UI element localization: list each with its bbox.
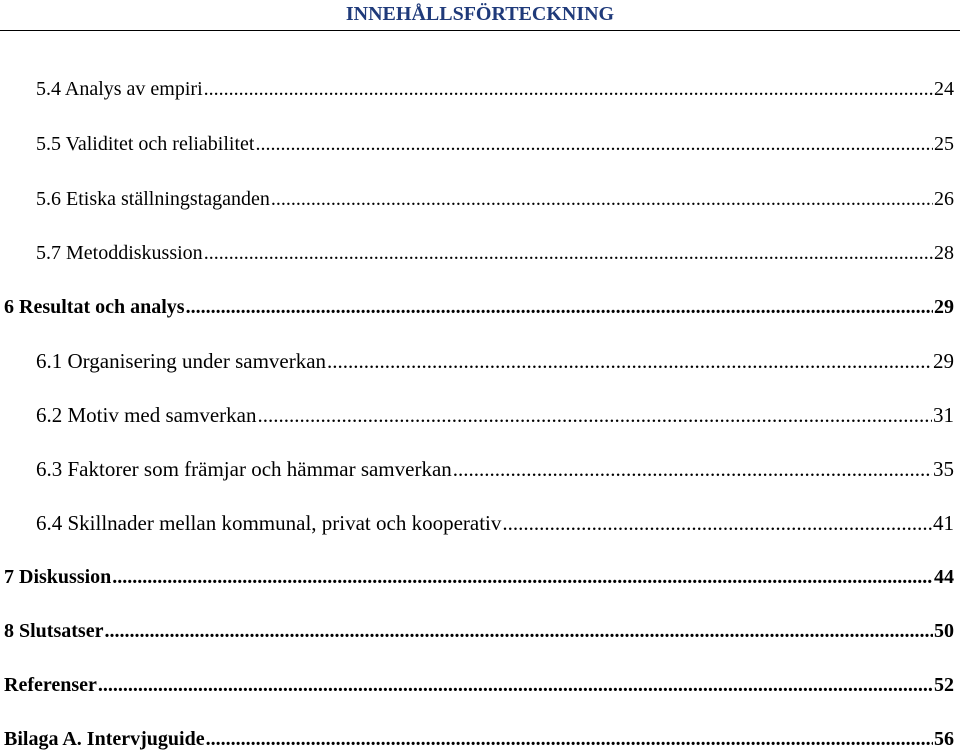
toc-entry-label: 6.1 Organisering under samverkan [36,349,327,373]
toc-entry-page-number: 50 [934,620,954,642]
dot-leader [206,725,933,753]
toc-entry-6[interactable] [4,293,954,321]
toc-entry-5-7[interactable] [36,239,954,267]
toc-entry-5-6[interactable] [36,185,954,213]
toc-entry-label: 8 Slutsatser [4,620,104,642]
dot-leader [502,509,932,537]
toc-entry-bilaga-a[interactable] [4,725,954,753]
toc-entry-label: 7 Diskussion [4,566,112,588]
toc-entry-label: 5.6 Etiska ställningstaganden [36,188,270,210]
toc-entry-label: Referenser [4,674,97,696]
dot-leader [327,347,932,375]
toc-entry-label: 6.4 Skillnader mellan kommunal, privat och kooperativ [36,511,502,535]
dot-leader [271,185,933,213]
toc-entry-label: 6.2 Motiv med samverkan [36,403,257,427]
toc-entry-6-2[interactable] [36,401,954,429]
toc-entry-page-number: 28 [934,242,954,264]
toc-entry-page-number: 29 [933,349,954,373]
toc-entry-label: 5.5 Validitet och reliabilitet [36,133,255,155]
toc-entry-label: 5.7 Metoddiskussion [36,242,203,264]
toc-entry-5-4[interactable] [36,75,954,103]
toc-entry-6-1[interactable] [36,347,954,375]
dot-leader [112,563,933,591]
dot-leader [453,455,932,483]
toc-entry-page-number: 44 [934,566,954,588]
dot-leader [104,617,933,645]
toc-entry-label: 6 Resultat och analys [4,296,185,318]
dot-leader [186,293,933,321]
toc-entry-page-number: 52 [934,674,954,696]
toc-entry-page-number: 41 [933,511,954,535]
page-title: INNEHÅLLSFÖRTECKNING [345,3,615,25]
dot-leader [255,130,933,158]
toc-entry-page-number: 35 [933,457,954,481]
toc-entry-label: Bilaga A. Intervjuguide [4,728,205,750]
toc-entry-5-5[interactable] [36,130,954,158]
toc-entry-page-number: 25 [934,133,954,155]
toc-entry-6-4[interactable] [36,509,954,537]
toc-entry-label: 5.4 Analys av empiri [36,78,203,100]
toc-entry-page-number: 29 [934,296,954,318]
toc-entry-page-number: 26 [934,188,954,210]
toc-entry-page-number: 24 [934,78,954,100]
toc-entry-7[interactable] [4,563,954,591]
dot-leader [257,401,932,429]
dot-leader [204,239,933,267]
dot-leader [204,75,933,103]
toc-entry-8[interactable] [4,617,954,645]
toc-entry-page-number: 31 [933,403,954,427]
toc-entry-referenser[interactable] [4,671,954,699]
toc-entry-label: 6.3 Faktorer som främjar och hämmar samverkan [36,457,452,481]
toc-entry-6-3[interactable] [36,455,954,483]
toc-entry-page-number: 56 [934,728,954,750]
dot-leader [98,671,933,699]
